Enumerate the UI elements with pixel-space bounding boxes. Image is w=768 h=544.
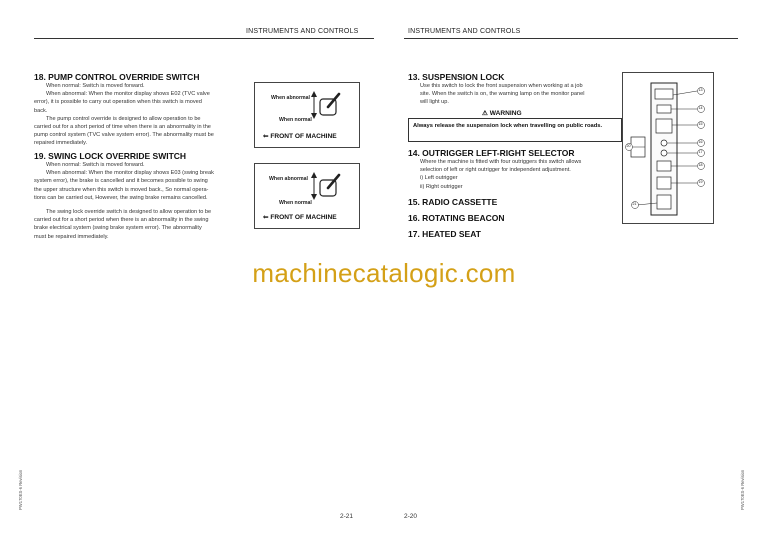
text-line: system error), the brake is cancelled and it becomes possible to swing (34, 178, 208, 185)
right-page-header: INSTRUMENTS AND CONTROLS (408, 28, 521, 35)
left-side-code: PW170ES-6 Revision (18, 469, 23, 510)
callout-label: 17 (698, 150, 703, 154)
right-side-code: PW170ES-6 Revision (740, 469, 745, 510)
text-line: site. When the switch is on, the warning lamp on the monitor panel (420, 91, 585, 98)
text-line: When normal: Switch is moved forward. (46, 83, 145, 89)
warning-heading (482, 109, 522, 117)
section-13-body (420, 82, 626, 107)
text-line: must be repaired immediately. (34, 233, 109, 240)
section-19-body (34, 161, 250, 241)
callout-label: 19 (698, 180, 703, 184)
text-line: will light up. (420, 99, 449, 106)
text-line: When abnormal: When the monitor display shows E02 (TVC valve (46, 91, 210, 98)
text-line: carried out for a short period when there is an abnormality in the swing (34, 217, 209, 224)
arrow-left-icon: ⇐ (263, 133, 271, 140)
text-line: When normal: Switch is moved forward. (46, 162, 145, 168)
right-page-number: 2-20 (404, 513, 418, 520)
arrow-left-icon: ⇐ (263, 214, 271, 221)
text-line: When abnormal: When the monitor display shows E03 (swing break (46, 170, 214, 177)
section-15-title: 15. RADIO CASSETTE (408, 197, 498, 207)
text-line: pump control system (TVC valve system error). The abnormality must be (34, 132, 214, 139)
left-page-number: 2-21 (340, 513, 354, 520)
text-line: Use this switch to lock the front suspension when working at a job (420, 83, 583, 89)
callout-label: 16 (698, 140, 703, 144)
swing-lock-override-figure (254, 163, 360, 229)
callout-label: 15 (698, 122, 703, 126)
text-line: tions can be carried out, However, the swing brake remains cancelled. (34, 194, 208, 201)
figure-caption-text: FRONT OF MACHINE (270, 214, 337, 221)
figure-abnormal-label: When abnormal (271, 95, 310, 101)
text-line: carried out for a short period of time when there is an abnormality in the (34, 124, 211, 131)
callout-label: 20 (626, 144, 631, 148)
right-header-rule (404, 38, 738, 39)
section-17-title: 17. HEATED SEAT (408, 229, 481, 239)
warning-label: WARNING (489, 110, 522, 117)
text-line: The swing lock override switch is designed to allow operation to be (46, 209, 212, 216)
figure-abnormal-label: When abnormal (269, 176, 308, 182)
section-14-body (420, 158, 628, 191)
text-line: back. (34, 107, 48, 114)
text-line: error), it is possible to carry out operation when this switch is moved (34, 99, 202, 106)
warning-triangle-icon: ⚠ (482, 110, 488, 117)
section-18-body (34, 82, 244, 148)
text-line: brake electrical system (swing brake system error). The abnormality (34, 225, 202, 232)
pump-override-figure (254, 82, 360, 148)
section-14-title: 14. OUTRIGGER LEFT-RIGHT SELECTOR (408, 148, 575, 158)
control-panel-figure (622, 72, 714, 224)
text-line: Where the machine is fitted with four outriggers this switch allows (420, 159, 582, 165)
watermark-text: machinecatalogic.com (252, 258, 516, 288)
toggle-switch-icon (311, 89, 345, 121)
section-19-title: 19. SWING LOCK OVERRIDE SWITCH (34, 151, 187, 161)
left-page-header: INSTRUMENTS AND CONTROLS (246, 28, 359, 35)
figure-caption-text: FRONT OF MACHINE (270, 133, 337, 140)
callout-label: 21 (632, 202, 637, 206)
warning-box: Always release the suspension lock when travelling on public roads. (408, 118, 622, 142)
console-diagram-icon (623, 73, 713, 223)
section-18-title: 18. PUMP CONTROL OVERRIDE SWITCH (34, 72, 200, 82)
text-line: The pump control override is designed to allow operation to be (46, 115, 201, 122)
callout-label: 13 (698, 88, 703, 92)
figure-normal-label: When normal (279, 200, 312, 206)
section-13-title: 13. SUSPENSION LOCK (408, 72, 505, 82)
toggle-switch-icon (311, 170, 345, 202)
figure-front-caption (263, 132, 337, 140)
section-16-title: 16. ROTATING BEACON (408, 213, 505, 223)
figure-front-caption (263, 213, 337, 221)
callout-label: 18 (698, 163, 703, 167)
text-line: ii) Right outrigger (420, 183, 463, 190)
figure-normal-label: When normal (279, 117, 312, 123)
callout-label: 14 (698, 106, 703, 110)
text-line: repaired immediately. (34, 140, 88, 147)
text-line: selection of left or right outrigger for independent adjustment. (420, 167, 571, 174)
left-header-rule (34, 38, 374, 39)
text-line: the upper structure when this switch is moved back., So normal opera- (34, 186, 209, 193)
text-line: i) Left outrigger (420, 175, 458, 182)
